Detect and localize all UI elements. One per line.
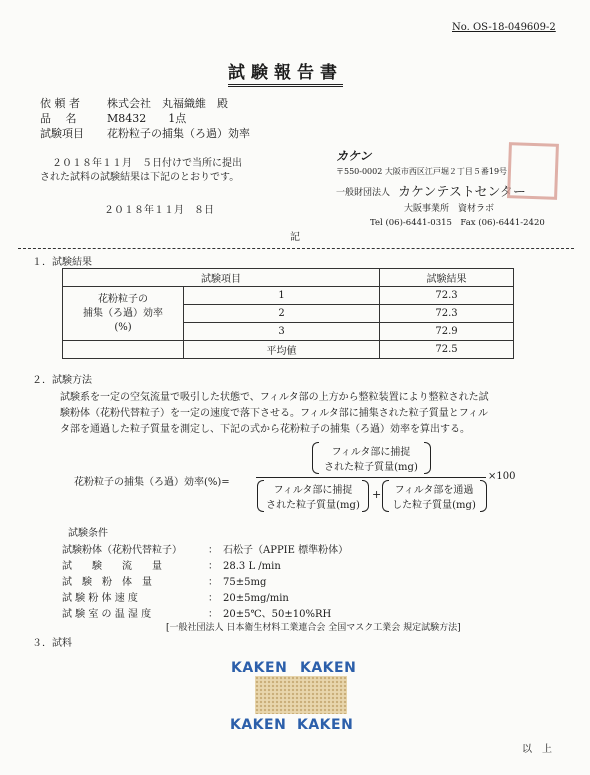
test-item-label: 試験項目 xyxy=(40,127,84,140)
paren-right xyxy=(362,480,369,512)
official-seal xyxy=(507,142,559,200)
trial-value: 72.9 xyxy=(380,323,514,341)
method-line: 験粉体（花粉代替粒子）を一定の速度で落下させる。フィルタ部に捕集された粒子質量とフィル xyxy=(60,408,488,419)
condition-value: ： 75±5mg xyxy=(208,577,267,588)
condition-label: 試 験 流 量 xyxy=(62,561,162,572)
client-value: 株式会社 丸福織維 殿 xyxy=(107,97,228,110)
condition-value: ： 20±5mg/min xyxy=(208,593,289,604)
ki-label: 記 xyxy=(290,232,300,243)
lab-tel-fax: Tel (06)-6441-0315 Fax (06)-6441-2420 xyxy=(370,218,545,228)
condition-value: ： 石松子（APPIE 標準粉体） xyxy=(208,545,349,556)
section-3-title: ３．試料 xyxy=(32,638,72,649)
row-label-line: 花粉粒子の xyxy=(98,293,148,305)
product-label: 品 名 xyxy=(40,112,77,125)
empty-cell xyxy=(63,341,184,359)
page-title: 試験報告書 xyxy=(228,58,343,87)
condition-label: 試 験 粉 体 量 xyxy=(62,577,152,588)
condition-label: 試 験 室 の 温 湿 度 xyxy=(62,609,152,620)
condition-value: ： 20±5℃、50±10%RH xyxy=(208,609,332,620)
kaken-mark: KAKEN xyxy=(300,660,357,676)
formula-denominator-b xyxy=(383,481,485,511)
standard-reference: [一般社団法人 日本衛生材料工業連合会 全国マスク工業会 規定試験方法] xyxy=(166,623,461,633)
condition-label: 試 験 粉 体 速 度 xyxy=(62,593,138,604)
lab-org-name: カケンテストセンター xyxy=(398,185,526,200)
table-row xyxy=(63,287,514,305)
fraction-bar xyxy=(256,477,486,478)
formula-plus: + xyxy=(372,488,382,501)
lab-branch: 大阪事業所 資材ラボ xyxy=(404,204,495,214)
kaken-mark: KAKEN xyxy=(231,660,288,676)
numerator-line: フィルタ部に捕捉 xyxy=(331,447,411,458)
issue-date: ２０１８年１１月 ８日 xyxy=(104,205,214,216)
numerator-line: された粒子質量(mg) xyxy=(324,462,418,473)
row-label-cell xyxy=(63,287,184,341)
condition-label: 試験粉体（花粉代替粒子） xyxy=(62,545,182,556)
trial-value: 72.3 xyxy=(380,305,514,323)
formula-times: ×100 xyxy=(488,471,516,482)
row-label-line: 捕集（ろ過）効率 xyxy=(83,307,163,319)
results-table xyxy=(62,268,514,359)
average-value: 72.5 xyxy=(380,341,514,359)
lab-org-prefix: 一般財団法人 xyxy=(336,188,391,198)
divider xyxy=(18,248,574,249)
section-1-title: １．試験結果 xyxy=(32,257,92,268)
paren-right xyxy=(480,480,487,512)
product-value: M8432 1点 xyxy=(107,112,187,125)
kaken-mark: KAKEN xyxy=(230,717,287,733)
formula-numerator xyxy=(312,443,430,473)
kaken-logo: カケン xyxy=(336,149,372,163)
trial-number: 3 xyxy=(184,323,380,341)
denominator-line: フィルタ部に捕捉 xyxy=(273,485,353,496)
table-row xyxy=(63,341,514,359)
method-line: タ部を通過した粒子質量を測定し、下記の式から花粉粒子の捕集（ろ過）効率を算出する。 xyxy=(60,424,470,435)
trial-number: 1 xyxy=(184,287,380,305)
denominator-line: フィルタ部を通過 xyxy=(394,485,474,496)
conditions-title: 試験条件 xyxy=(68,528,108,539)
header-test-result: 試験結果 xyxy=(380,269,514,287)
denominator-line: した粒子質量(mg) xyxy=(392,500,476,511)
test-item-value: 花粉粒子の捕集（ろ過）効率 xyxy=(107,127,250,140)
intro-line-1: ２０１８年１１月 ５日付けで当所に提出 xyxy=(52,158,242,169)
client-label: 依 頼 者 xyxy=(40,97,80,110)
paren-left xyxy=(312,442,319,474)
condition-value: ： 28.3 L /min xyxy=(208,561,281,572)
trial-value: 72.3 xyxy=(380,287,514,305)
denominator-line: された粒子質量(mg) xyxy=(266,500,360,511)
intro-line-2: された試料の試験結果は下記のとおりです。 xyxy=(40,172,240,183)
section-2-title: ２．試験方法 xyxy=(32,375,92,386)
fabric-sample-image xyxy=(255,676,347,714)
header-test-item: 試験項目 xyxy=(63,269,380,287)
paren-left xyxy=(257,480,264,512)
formula-lhs: 花粉粒子の捕集（ろ過）効率(%)= xyxy=(74,477,230,488)
row-label-line: (%) xyxy=(114,321,132,333)
trial-number: 2 xyxy=(184,305,380,323)
kaken-mark: KAKEN xyxy=(297,717,354,733)
average-label: 平均値 xyxy=(184,341,380,359)
table-header-row xyxy=(63,269,514,287)
document-number: No. OS-18-049609-2 xyxy=(452,22,556,33)
end-mark: 以 上 xyxy=(522,744,552,755)
paren-right xyxy=(424,442,431,474)
lab-address: 〒550-0002 大阪市西区江戸堀２丁目５番19号 xyxy=(336,167,508,176)
paren-left xyxy=(382,480,389,512)
method-line: 試験系を一定の空気流量で吸引した状態で、フィルタ部の上方から整粒装置により整粒された試 xyxy=(60,392,489,403)
formula-denominator-a xyxy=(258,481,368,511)
